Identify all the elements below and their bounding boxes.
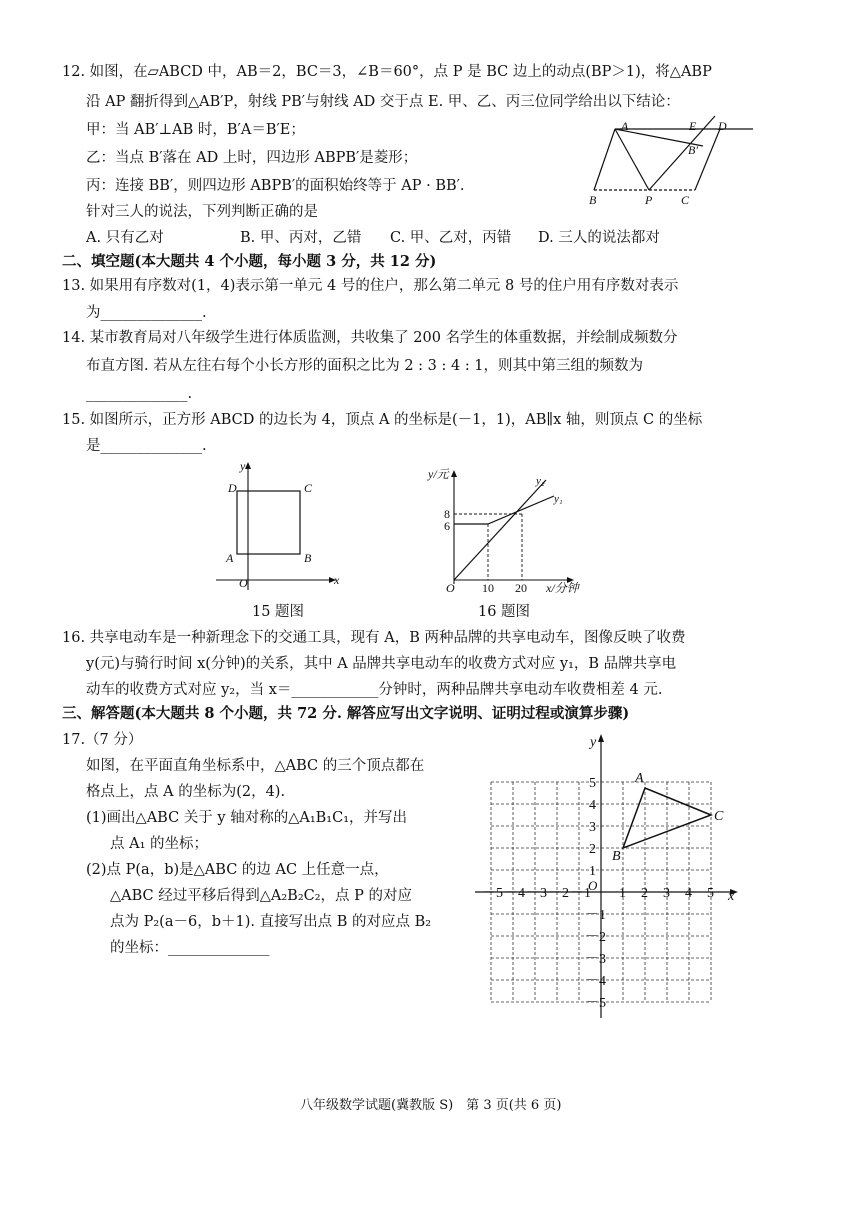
q17-part2-b: △ABC 经过平移后得到△A₂B₂C₂，点 P 的对应 bbox=[110, 888, 413, 904]
fig16-line-graph bbox=[424, 462, 604, 600]
q14-line1: 14. 某市教育局对八年级学生进行体质监测，共收集了 200 名学生的体重数据，并绘制成频数分 bbox=[62, 330, 678, 346]
y-tick-label: 1 bbox=[589, 864, 596, 879]
q12-option-c: C. 甲、乙对，丙错 bbox=[390, 230, 512, 246]
x-tick-label: －5 bbox=[482, 886, 503, 901]
q12-label-p: P bbox=[645, 193, 653, 207]
x-tick-label: －1 bbox=[570, 886, 591, 901]
q17-text-1: 如图，在平面直角坐标系中，△ABC 的三个顶点都在 bbox=[86, 758, 425, 774]
q12-parallelogram-figure bbox=[585, 112, 765, 212]
q16-line2: y(元)与骑行时间 x(分钟)的关系，其中 A 品牌共享电动车的收费方式对应 y₁，B 品牌共享电 bbox=[86, 656, 677, 672]
y-tick-label: 4 bbox=[589, 798, 596, 813]
x-tick-label: －4 bbox=[504, 886, 525, 901]
fig16-tick-20: 20 bbox=[515, 581, 527, 595]
y-tick-label: 2 bbox=[589, 842, 596, 857]
q14-line3: ______________. bbox=[86, 386, 193, 402]
q14-line2: 布直方图. 若从左往右每个小长方形的面积之比为 2 : 3 : 4 : 1，则其中第三组的频数为 bbox=[86, 358, 644, 374]
fig16-x-axis-label: x/分钟 bbox=[546, 581, 579, 595]
page-footer: 八年级数学试题(冀教版 S) 第 3 页(共 6 页) bbox=[300, 1098, 562, 1113]
q12-label-e: E bbox=[689, 119, 697, 133]
x-tick-label: 4 bbox=[685, 886, 692, 901]
q12-line2: 沿 AP 翻折得到△AB′P，射线 PB′与射线 AD 交于点 E. 甲、乙、丙三位同学给出以下结论： bbox=[86, 94, 680, 110]
q12-option-b: B. 甲、丙对，乙错 bbox=[240, 230, 362, 246]
q12-label-b: B bbox=[589, 193, 597, 207]
section3-heading: 三、解答题(本大题共 8 个小题，共 72 分. 解答应写出文字说明、证明过程或演算步骤) bbox=[62, 705, 630, 722]
x-tick-label: －2 bbox=[548, 886, 569, 901]
q17-head: 17.（7 分） bbox=[62, 732, 143, 748]
fig16-caption: 16 题图 bbox=[478, 604, 531, 620]
q12-label-d: D bbox=[718, 119, 727, 133]
q17-part1-a: (1)画出△ABC 关于 y 轴对称的△A₁B₁C₁，并写出 bbox=[86, 810, 408, 826]
fig17-origin-label: O bbox=[588, 878, 598, 893]
q12-question: 针对三人的说法，下列判断正确的是 bbox=[86, 204, 318, 220]
q12-option-d: D. 三人的说法都对 bbox=[538, 230, 660, 246]
q12-label-a: A bbox=[621, 119, 629, 133]
fig15-square-figure bbox=[212, 456, 352, 596]
q12-option-a: A. 只有乙对 bbox=[86, 230, 164, 246]
q17-text-2: 格点上，点 A 的坐标为(2，4). bbox=[86, 784, 286, 800]
q12-statement-jia: 甲：当 AB′⊥AB 时，B′A＝B′E； bbox=[86, 122, 305, 138]
fig16-tick-10: 10 bbox=[482, 581, 494, 595]
fig15-c-label: C bbox=[304, 481, 313, 495]
x-tick-label: 1 bbox=[619, 886, 626, 901]
q17-part2-a: (2)点 P(a，b)是△ABC 的边 AC 上任意一点， bbox=[86, 862, 389, 878]
x-tick-label: －3 bbox=[526, 886, 547, 901]
fig16-y-axis-label: y/元 bbox=[428, 467, 449, 481]
fig17-x-label: x bbox=[728, 889, 735, 904]
x-tick-label: 3 bbox=[663, 886, 670, 901]
q15-line2: 是______________. bbox=[86, 438, 207, 454]
q16-line3: 动车的收费方式对应 y₂，当 x＝____________分钟时，两种品牌共享电动车收费相差 4 元. bbox=[86, 682, 663, 698]
y-tick-label: 5 bbox=[589, 776, 596, 791]
y-tick-label: －1 bbox=[585, 908, 606, 923]
q13-line2: 为______________. bbox=[86, 305, 207, 321]
fig16-y2-label: y₂ bbox=[536, 475, 545, 487]
q17-part1-b: 点 A₁ 的坐标； bbox=[110, 836, 209, 852]
fig15-caption: 15 题图 bbox=[252, 604, 305, 620]
q17-part2-c: 点为 P₂(a－6，b＋1). 直接写出点 B 的对应点 B₂ bbox=[110, 914, 432, 930]
fig15-b-label: B bbox=[304, 551, 312, 565]
q12-label-bprime: B′ bbox=[688, 143, 698, 157]
q12-label-c: C bbox=[681, 193, 690, 207]
fig17-b-label: B bbox=[612, 849, 621, 864]
q12-statement-bing: 丙：连接 BB′，则四边形 ABPB′的面积始终等于 AP · BB′. bbox=[86, 178, 465, 194]
q12-statement-yi: 乙：当点 B′落在 AD 上时，四边形 ABPB′是菱形； bbox=[86, 150, 418, 166]
q17-part2-d: 的坐标：______________ bbox=[110, 940, 270, 956]
fig15-a-label: A bbox=[226, 551, 234, 565]
fig15-d-label: D bbox=[228, 481, 237, 495]
q16-line1: 16. 共享电动车是一种新理念下的交通工具，现有 A，B 两种品牌的共享电动车，图像反映了收费 bbox=[62, 630, 686, 646]
x-tick-label: 5 bbox=[707, 886, 714, 901]
fig16-tick-6: 6 bbox=[444, 519, 450, 533]
y-tick-label: －5 bbox=[585, 996, 606, 1011]
q12-line1: 12. 如图，在▱ABCD 中，AB＝2，BC＝3，∠B＝60°，点 P 是 BC 边上的动点(BP＞1)，将△ABP bbox=[62, 64, 712, 80]
fig16-y1-label: y₁ bbox=[554, 493, 563, 505]
fig17-a-label: A bbox=[635, 771, 644, 786]
fig15-y-label: y bbox=[240, 459, 246, 473]
fig15-x-label: x bbox=[334, 573, 340, 587]
q13-line1: 13. 如果用有序数对(1，4)表示第一单元 4 号的住户，那么第二单元 8 号的住户用有序数对表示 bbox=[62, 278, 679, 294]
q15-line1: 15. 如图所示，正方形 ABCD 的边长为 4，顶点 A 的坐标是(－1，1)，AB∥x 轴，则顶点 C 的坐标 bbox=[62, 412, 703, 428]
fig16-origin-label: O bbox=[446, 581, 455, 595]
section2-heading: 二、填空题(本大题共 4 个小题，每小题 3 分，共 12 分) bbox=[62, 253, 437, 270]
fig16-tick-8: 8 bbox=[444, 507, 450, 521]
y-tick-label: －3 bbox=[585, 952, 606, 967]
fig17-c-label: C bbox=[714, 809, 724, 824]
y-tick-label: 3 bbox=[589, 820, 596, 835]
x-tick-label: 2 bbox=[641, 886, 648, 901]
y-tick-label: －4 bbox=[585, 974, 606, 989]
fig15-origin-label: O bbox=[239, 576, 248, 590]
q17-coordinate-grid bbox=[470, 728, 750, 1020]
fig17-y-label: y bbox=[590, 735, 597, 750]
y-tick-label: －2 bbox=[585, 930, 606, 945]
